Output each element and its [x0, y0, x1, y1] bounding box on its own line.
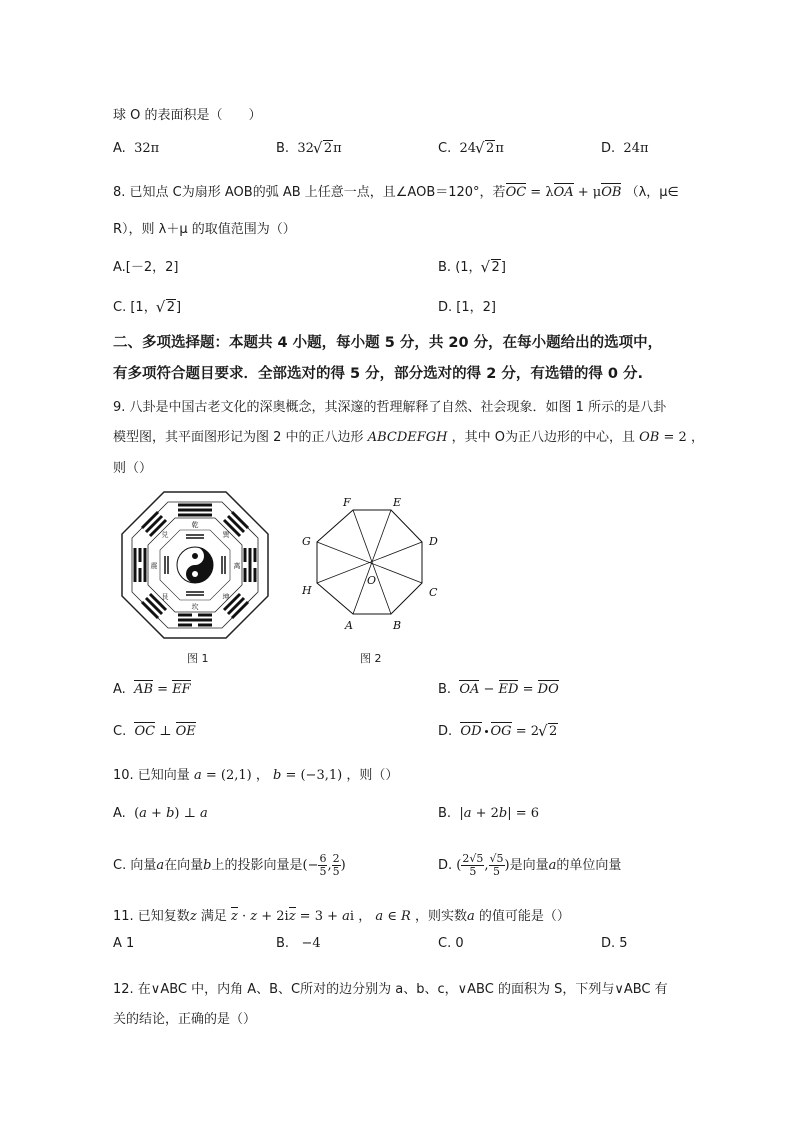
- q11-option-a[interactable]: A 1: [113, 936, 135, 951]
- vertex-label: C: [429, 586, 438, 599]
- q11-option-d[interactable]: D. 5: [601, 936, 628, 951]
- trigram-label: 坎: [191, 603, 199, 611]
- q10-option-d[interactable]: D. ( $\frac{2√5}{5}$ , $\frac{√5}{5}$ )是向量a的单位向量: [438, 852, 622, 878]
- q8-vector-equation: OC = λOA + μOB: [505, 185, 622, 200]
- vertex-label: E: [393, 496, 402, 509]
- q9-stem-line1: 9. 八卦是中国古老文化的深奥概念，其深邃的哲理解释了自然、社会现象．如图 1 所示的是八卦: [113, 400, 667, 415]
- vertex-label: A: [345, 619, 353, 632]
- q9-option-d[interactable]: D. OD OG = 2√ 2: [438, 724, 558, 739]
- q7-option-a[interactable]: A. 32π: [113, 141, 160, 156]
- yin-yang-icon: [177, 547, 213, 583]
- q12-stem-line2: 关的结论，正确的是（）: [113, 1012, 257, 1027]
- q7-option-b[interactable]: B. 32√ 2π: [276, 141, 342, 156]
- trigram-label: 巽: [222, 531, 230, 539]
- q9-stem-line3: 则（）: [113, 461, 153, 476]
- q10-option-a[interactable]: A. (a + b) ⊥ a: [113, 806, 208, 821]
- trigram-label: 震: [150, 562, 158, 570]
- q8-option-a[interactable]: A.[－2，2]: [113, 260, 179, 275]
- q7-option-d[interactable]: D. 24π: [601, 141, 649, 156]
- vertex-label: F: [343, 496, 351, 509]
- vertex-label: O: [367, 574, 377, 587]
- q11-option-b[interactable]: B. −4: [276, 936, 321, 951]
- section2-heading-line2: 有多项符合题目要求．全部选对的得 5 分，部分选对的得 2 分，有选错的得 0 分.: [113, 366, 644, 382]
- octagon-figure: [295, 492, 455, 642]
- q9-option-b[interactable]: B. OA − ED = DO: [438, 682, 559, 697]
- trigram-label: 坤: [222, 593, 230, 601]
- trigram-label: 艮: [161, 593, 169, 601]
- q11-stem: 11. 已知复数z 满足 z · z + 2iz = 3 + ai ， a ∈ R ，则实数a 的值可能是（）: [113, 909, 570, 924]
- q8-option-c[interactable]: C. [1，√ 2]: [113, 296, 181, 315]
- bagua-figure: [120, 490, 270, 640]
- q8-option-d[interactable]: D. [1，2]: [438, 300, 496, 315]
- section2-heading-line1: 二、多项选择题：本题共 4 小题，每小题 5 分，共 20 分，在每小题给出的选项中，: [113, 335, 663, 351]
- figure1-caption: 图 1: [187, 652, 209, 665]
- q8-stem-line1: 8. 已知点 C为扇形 AOB的弧 AB 上任意一点，且∠AOB＝120°，若OC = λOA + μOB （λ，μ∈: [113, 185, 679, 200]
- q9-stem-line2: 模型图，其平面图形记为图 2 中的正八边形 ABCDEFGH ，其中 O为正八边形的中心，且 OB = 2 ，: [113, 430, 704, 445]
- q9-option-c[interactable]: C. OC ⊥ OE: [113, 724, 196, 739]
- vertex-label: G: [302, 535, 311, 548]
- q7-stem: 球 O 的表面积是（ ）: [113, 108, 262, 123]
- q8-stem-line2: R），则 λ＋μ 的取值范围为（）: [113, 222, 296, 237]
- trigram-label: 兑: [161, 531, 169, 539]
- figure2-caption: 图 2: [360, 652, 382, 665]
- trigram-label: 乾: [191, 521, 199, 529]
- q9-option-a[interactable]: A. AB = EF: [113, 682, 191, 697]
- trigram-label: 离: [233, 562, 241, 570]
- q11-option-c[interactable]: C. 0: [438, 936, 464, 951]
- q10-option-b[interactable]: B. |a + 2b| = 6: [438, 806, 540, 821]
- q12-stem-line1: 12. 在∨ABC 中，内角 A、B、C所对的边分别为 a、b、c，∨ABC 的面积为 S，下列与∨ABC 有: [113, 982, 668, 997]
- q8-option-b[interactable]: B. (1，√ 2]: [438, 256, 506, 275]
- vertex-label: B: [393, 619, 402, 632]
- q7-option-c[interactable]: C. 24√ 2π: [438, 141, 504, 156]
- q10-option-c[interactable]: C. 向量a在向量b上的投影向量是(− $\frac{6}{5}$ , $\frac{2}{5}$ ): [113, 852, 346, 878]
- vertex-label: H: [302, 584, 312, 597]
- vertex-label: D: [429, 535, 438, 548]
- q10-stem: 10. 已知向量 a = (2,1) ， b = (−3,1) ，则（）: [113, 768, 399, 783]
